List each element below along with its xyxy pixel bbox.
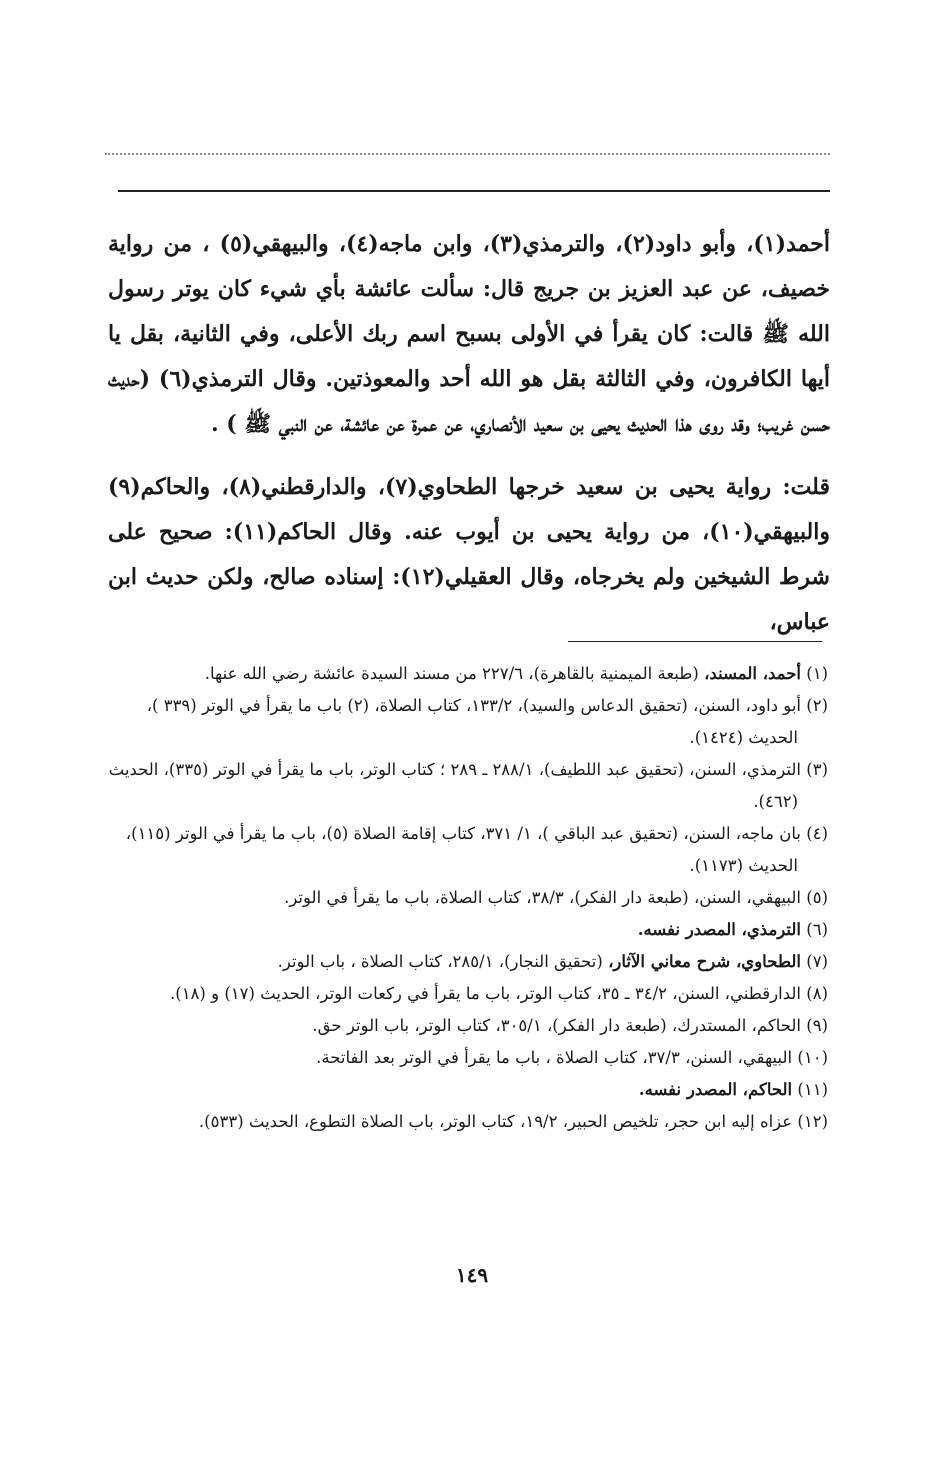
footnote-5: (٥) البيهقي، السنن، (طبعة دار الفكر)، ٣٨/٣، كتاب الصلاة، باب ما يقرأ في الوتر. xyxy=(284,888,828,907)
footnote-2: (٢) أبو داود، السنن، (تحقيق الدعاس والسيد)، ١٣٣/٢، كتاب الصلاة، (٢) باب ما يقرأ في الوتر (٣٣٩ )، الحديث (١٤٢٤). xyxy=(146,696,828,747)
footnote-3: (٣) الترمذي، السنن، (تحقيق عبد اللطيف)، ٢٨٨/١ ـ ٢٨٩ ؛ كتاب الوتر، باب ما يقرأ في الوتر (٣٣٥)، الحديث (٤٦٢). xyxy=(108,760,828,811)
dotted-separator xyxy=(105,153,830,155)
footnote-rule xyxy=(568,641,822,642)
footnotes xyxy=(104,658,828,1138)
page-number: ١٤٩ xyxy=(455,1263,489,1287)
header-rule xyxy=(118,190,830,192)
footnote-4: (٤) بان ماجه، السنن، (تحقيق عبد الباقي )، ١/ ٣٧١، كتاب إقامة الصلاة (٥)، باب ما يقرأ في الوتر (١١٥)، الحديث (١١٧٣). xyxy=(125,824,828,875)
footnote-12: (١٢) عزاه إليه ابن حجر، تلخيص الحبير، ١٩/٢، كتاب الوتر، باب الصلاة التطوع، الحديث (٥٣٣). xyxy=(198,1112,828,1131)
footnote-6: (٦) الترمذي، المصدر نفسه. xyxy=(637,920,828,939)
footnote-9: (٩) الحاكم، المستدرك، (طبعة دار الفكر)، ٣٠٥/١، كتاب الوتر، باب الوتر حق. xyxy=(312,1016,828,1035)
paragraph-1: أحمد(١)، وأبو داود(٢)، والترمذي(٣)، وابن ماجه(٤)، والبيهقي(٥) ، من رواية خصيف، عن عبد العزيز بن جريج قال: سألت عائشة بأي شيء كان يوتر رسول الله ﷺ قالت: كان يقرأ في الأولى بسبح اسم ربك الأعلى، وفي الثانية، بقل يا أيها الكافرون، وفي الثالثة بقل هو الله أحد والمعوذتين. وقال الترمذي(٦) (حديث حسن غريب؛ وقد روى هذا الحديث يحيى بن سعيد الأنصاري، عن عمرة عن عائشة، عن النبي ﷺ ) . xyxy=(108,231,830,437)
footnote-11: (١١) الحاكم، المصدر نفسه. xyxy=(638,1080,828,1099)
footnote-10: (١٠) البيهقي، السنن، ٣٧/٣، كتاب الصلاة ، باب ما يقرأ في الوتر بعد الفاتحة. xyxy=(316,1048,828,1067)
footnote-1: (١) أحمد، المسند، (طبعة الميمنية بالقاهرة)، ٢٢٧/٦ من مسند السيدة عائشة رضي الله عنها. xyxy=(204,664,828,683)
footnote-7: (٧) الطحاوي، شرح معاني الآثار، (تحقيق النجار)، ٢٨٥/١، كتاب الصلاة ، باب الوتر. xyxy=(277,952,828,971)
paragraph-2: قلت: رواية يحيى بن سعيد خرجها الطحاوي(٧)، والدارقطني(٨)، والحاكم(٩) والبيهقي(١٠)، من رواية يحيى بن أيوب عنه. وقال الحاكم(١١): صحيح على شرط الشيخين ولم يخرجاه، وقال العقيلي(١٢): إسناده صالح، ولكن حديث ابن عباس، xyxy=(108,474,830,635)
footnote-8: (٨) الدارقطني، السنن، ٣٤/٢ ـ ٣٥، كتاب الوتر، باب ما يقرأ في ركعات الوتر، الحديث (١٧) و (١٨). xyxy=(170,984,828,1003)
main-text xyxy=(108,222,830,645)
